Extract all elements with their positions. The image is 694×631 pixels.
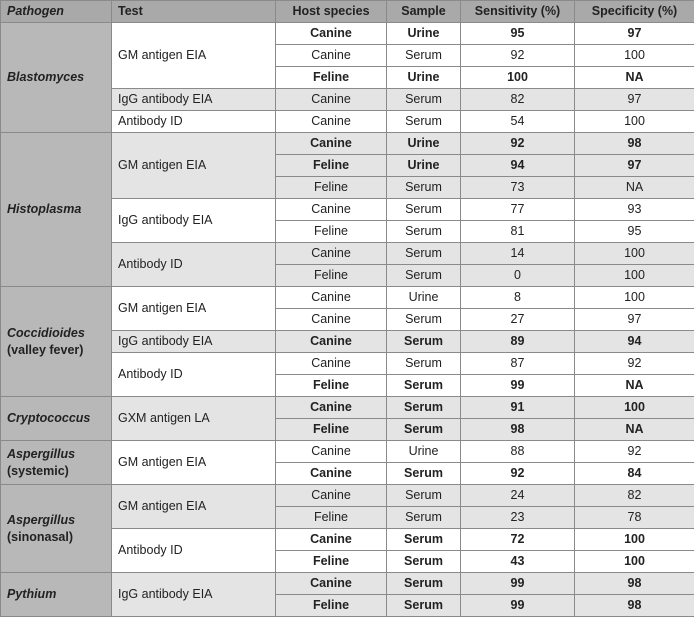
header-test: Test xyxy=(112,1,276,23)
host-species-cell: Canine xyxy=(276,331,387,353)
host-species-cell: Feline xyxy=(276,595,387,617)
sensitivity-cell: 72 xyxy=(461,529,575,551)
sensitivity-cell: 95 xyxy=(461,23,575,45)
pathogen-cell xyxy=(1,133,112,287)
host-species-cell: Feline xyxy=(276,265,387,287)
sensitivity-cell: 8 xyxy=(461,287,575,309)
pathogen-name: Blastomyces xyxy=(7,70,85,84)
pathogen-name: Aspergillus xyxy=(7,446,76,461)
sample-cell: Serum xyxy=(387,595,461,617)
specificity-cell: 92 xyxy=(575,441,694,463)
pathogen-name: Pythium xyxy=(7,587,57,601)
specificity-cell: 97 xyxy=(575,89,694,111)
pathogen-name: Cryptococcus xyxy=(7,411,91,425)
test-name-cell: GM antigen EIA xyxy=(112,23,276,89)
specificity-cell: NA xyxy=(575,67,694,89)
sample-cell: Serum xyxy=(387,221,461,243)
pathogen-cell xyxy=(1,287,112,397)
sample-cell: Urine xyxy=(387,23,461,45)
sample-cell: Serum xyxy=(387,529,461,551)
host-species-cell: Feline xyxy=(276,221,387,243)
pathogen-cell xyxy=(1,23,112,133)
table-row xyxy=(1,441,694,463)
sensitivity-cell: 81 xyxy=(461,221,575,243)
specificity-cell: 98 xyxy=(575,595,694,617)
sensitivity-cell: 99 xyxy=(461,573,575,595)
sample-cell: Serum xyxy=(387,111,461,133)
sample-cell: Urine xyxy=(387,155,461,177)
header-specificity: Specificity (%) xyxy=(575,1,694,23)
table-row xyxy=(1,573,694,595)
pathogen-cell xyxy=(1,573,112,617)
sensitivity-cell: 98 xyxy=(461,419,575,441)
sensitivity-cell: 14 xyxy=(461,243,575,265)
sensitivity-cell: 54 xyxy=(461,111,575,133)
specificity-cell: 92 xyxy=(575,353,694,375)
table-row xyxy=(1,485,694,507)
header-sample: Sample xyxy=(387,1,461,23)
host-species-cell: Feline xyxy=(276,67,387,89)
host-species-cell: Canine xyxy=(276,397,387,419)
sensitivity-cell: 92 xyxy=(461,133,575,155)
sensitivity-cell: 82 xyxy=(461,89,575,111)
sensitivity-cell: 23 xyxy=(461,507,575,529)
specificity-cell: 98 xyxy=(575,133,694,155)
test-name-cell: IgG antibody EIA xyxy=(112,199,276,243)
sample-cell: Serum xyxy=(387,485,461,507)
specificity-cell: 95 xyxy=(575,221,694,243)
table-row xyxy=(1,287,694,309)
specificity-cell: 78 xyxy=(575,507,694,529)
sensitivity-cell: 94 xyxy=(461,155,575,177)
host-species-cell: Canine xyxy=(276,463,387,485)
specificity-cell: NA xyxy=(575,419,694,441)
host-species-cell: Canine xyxy=(276,309,387,331)
sample-cell: Serum xyxy=(387,551,461,573)
host-species-cell: Canine xyxy=(276,573,387,595)
sensitivity-cell: 92 xyxy=(461,463,575,485)
sensitivity-cell: 89 xyxy=(461,331,575,353)
sample-cell: Urine xyxy=(387,67,461,89)
sample-cell: Serum xyxy=(387,353,461,375)
host-species-cell: Canine xyxy=(276,45,387,67)
test-name-cell: Antibody ID xyxy=(112,529,276,573)
host-species-cell: Feline xyxy=(276,551,387,573)
pathogen-cell xyxy=(1,441,112,485)
sample-cell: Serum xyxy=(387,331,461,353)
sensitivity-cell: 100 xyxy=(461,67,575,89)
host-species-cell: Canine xyxy=(276,529,387,551)
sample-cell: Serum xyxy=(387,419,461,441)
specificity-cell: 97 xyxy=(575,309,694,331)
sample-cell: Serum xyxy=(387,507,461,529)
test-name-cell: IgG antibody EIA xyxy=(112,331,276,353)
test-name-cell: GM antigen EIA xyxy=(112,485,276,529)
sensitivity-cell: 88 xyxy=(461,441,575,463)
sample-cell: Serum xyxy=(387,199,461,221)
host-species-cell: Feline xyxy=(276,507,387,529)
specificity-cell: 100 xyxy=(575,243,694,265)
test-name-cell: GM antigen EIA xyxy=(112,441,276,485)
pathogen-subtitle: (sinonasal) xyxy=(7,529,73,544)
sensitivity-cell: 24 xyxy=(461,485,575,507)
sample-cell: Serum xyxy=(387,265,461,287)
test-name-cell: IgG antibody EIA xyxy=(112,89,276,111)
specificity-cell: 97 xyxy=(575,155,694,177)
sample-cell: Serum xyxy=(387,397,461,419)
host-species-cell: Feline xyxy=(276,375,387,397)
host-species-cell: Canine xyxy=(276,243,387,265)
host-species-cell: Canine xyxy=(276,133,387,155)
sample-cell: Serum xyxy=(387,177,461,199)
header-sensitivity: Sensitivity (%) xyxy=(461,1,575,23)
specificity-cell: 100 xyxy=(575,287,694,309)
specificity-cell: 98 xyxy=(575,573,694,595)
table-row xyxy=(1,133,694,155)
sample-cell: Serum xyxy=(387,463,461,485)
sensitivity-cell: 99 xyxy=(461,375,575,397)
sensitivity-cell: 99 xyxy=(461,595,575,617)
specificity-cell: NA xyxy=(575,375,694,397)
specificity-cell: 82 xyxy=(575,485,694,507)
specificity-cell: 100 xyxy=(575,111,694,133)
header-row xyxy=(1,1,694,23)
sample-cell: Serum xyxy=(387,45,461,67)
test-name-cell: IgG antibody EIA xyxy=(112,573,276,617)
host-species-cell: Canine xyxy=(276,287,387,309)
host-species-cell: Feline xyxy=(276,419,387,441)
sensitivity-cell: 77 xyxy=(461,199,575,221)
pathogen-subtitle: (systemic) xyxy=(7,463,69,478)
host-species-cell: Feline xyxy=(276,177,387,199)
pathogen-name: Coccidioides xyxy=(7,325,85,340)
sample-cell: Urine xyxy=(387,441,461,463)
sensitivity-cell: 92 xyxy=(461,45,575,67)
specificity-cell: NA xyxy=(575,177,694,199)
host-species-cell: Canine xyxy=(276,89,387,111)
host-species-cell: Canine xyxy=(276,353,387,375)
sample-cell: Urine xyxy=(387,133,461,155)
specificity-cell: 100 xyxy=(575,529,694,551)
sample-cell: Serum xyxy=(387,573,461,595)
test-name-cell: GXM antigen LA xyxy=(112,397,276,441)
host-species-cell: Canine xyxy=(276,199,387,221)
header-pathogen: Pathogen xyxy=(1,1,112,23)
host-species-cell: Canine xyxy=(276,111,387,133)
specificity-cell: 93 xyxy=(575,199,694,221)
pathogen-cell xyxy=(1,485,112,573)
sensitivity-cell: 91 xyxy=(461,397,575,419)
sample-cell: Serum xyxy=(387,89,461,111)
test-name-cell: Antibody ID xyxy=(112,243,276,287)
table-row xyxy=(1,23,694,45)
sensitivity-cell: 73 xyxy=(461,177,575,199)
sensitivity-cell: 27 xyxy=(461,309,575,331)
pathogen-subtitle: (valley fever) xyxy=(7,342,84,357)
specificity-cell: 100 xyxy=(575,265,694,287)
test-name-cell: GM antigen EIA xyxy=(112,287,276,331)
pathogen-cell xyxy=(1,397,112,441)
specificity-cell: 100 xyxy=(575,551,694,573)
specificity-cell: 97 xyxy=(575,23,694,45)
host-species-cell: Canine xyxy=(276,485,387,507)
sensitivity-cell: 0 xyxy=(461,265,575,287)
host-species-cell: Canine xyxy=(276,23,387,45)
sensitivity-cell: 87 xyxy=(461,353,575,375)
specificity-cell: 100 xyxy=(575,45,694,67)
sample-cell: Urine xyxy=(387,287,461,309)
specificity-cell: 94 xyxy=(575,331,694,353)
host-species-cell: Feline xyxy=(276,155,387,177)
sample-cell: Serum xyxy=(387,243,461,265)
pathogen-name: Histoplasma xyxy=(7,202,82,216)
pathogen-name: Aspergillus xyxy=(7,512,76,527)
specificity-cell: 84 xyxy=(575,463,694,485)
sensitivity-cell: 43 xyxy=(461,551,575,573)
host-species-cell: Canine xyxy=(276,441,387,463)
table-row xyxy=(1,397,694,419)
sample-cell: Serum xyxy=(387,375,461,397)
test-name-cell: Antibody ID xyxy=(112,111,276,133)
sample-cell: Serum xyxy=(387,309,461,331)
specificity-cell: 100 xyxy=(575,397,694,419)
test-name-cell: GM antigen EIA xyxy=(112,133,276,199)
test-name-cell: Antibody ID xyxy=(112,353,276,397)
header-host-species: Host species xyxy=(276,1,387,23)
